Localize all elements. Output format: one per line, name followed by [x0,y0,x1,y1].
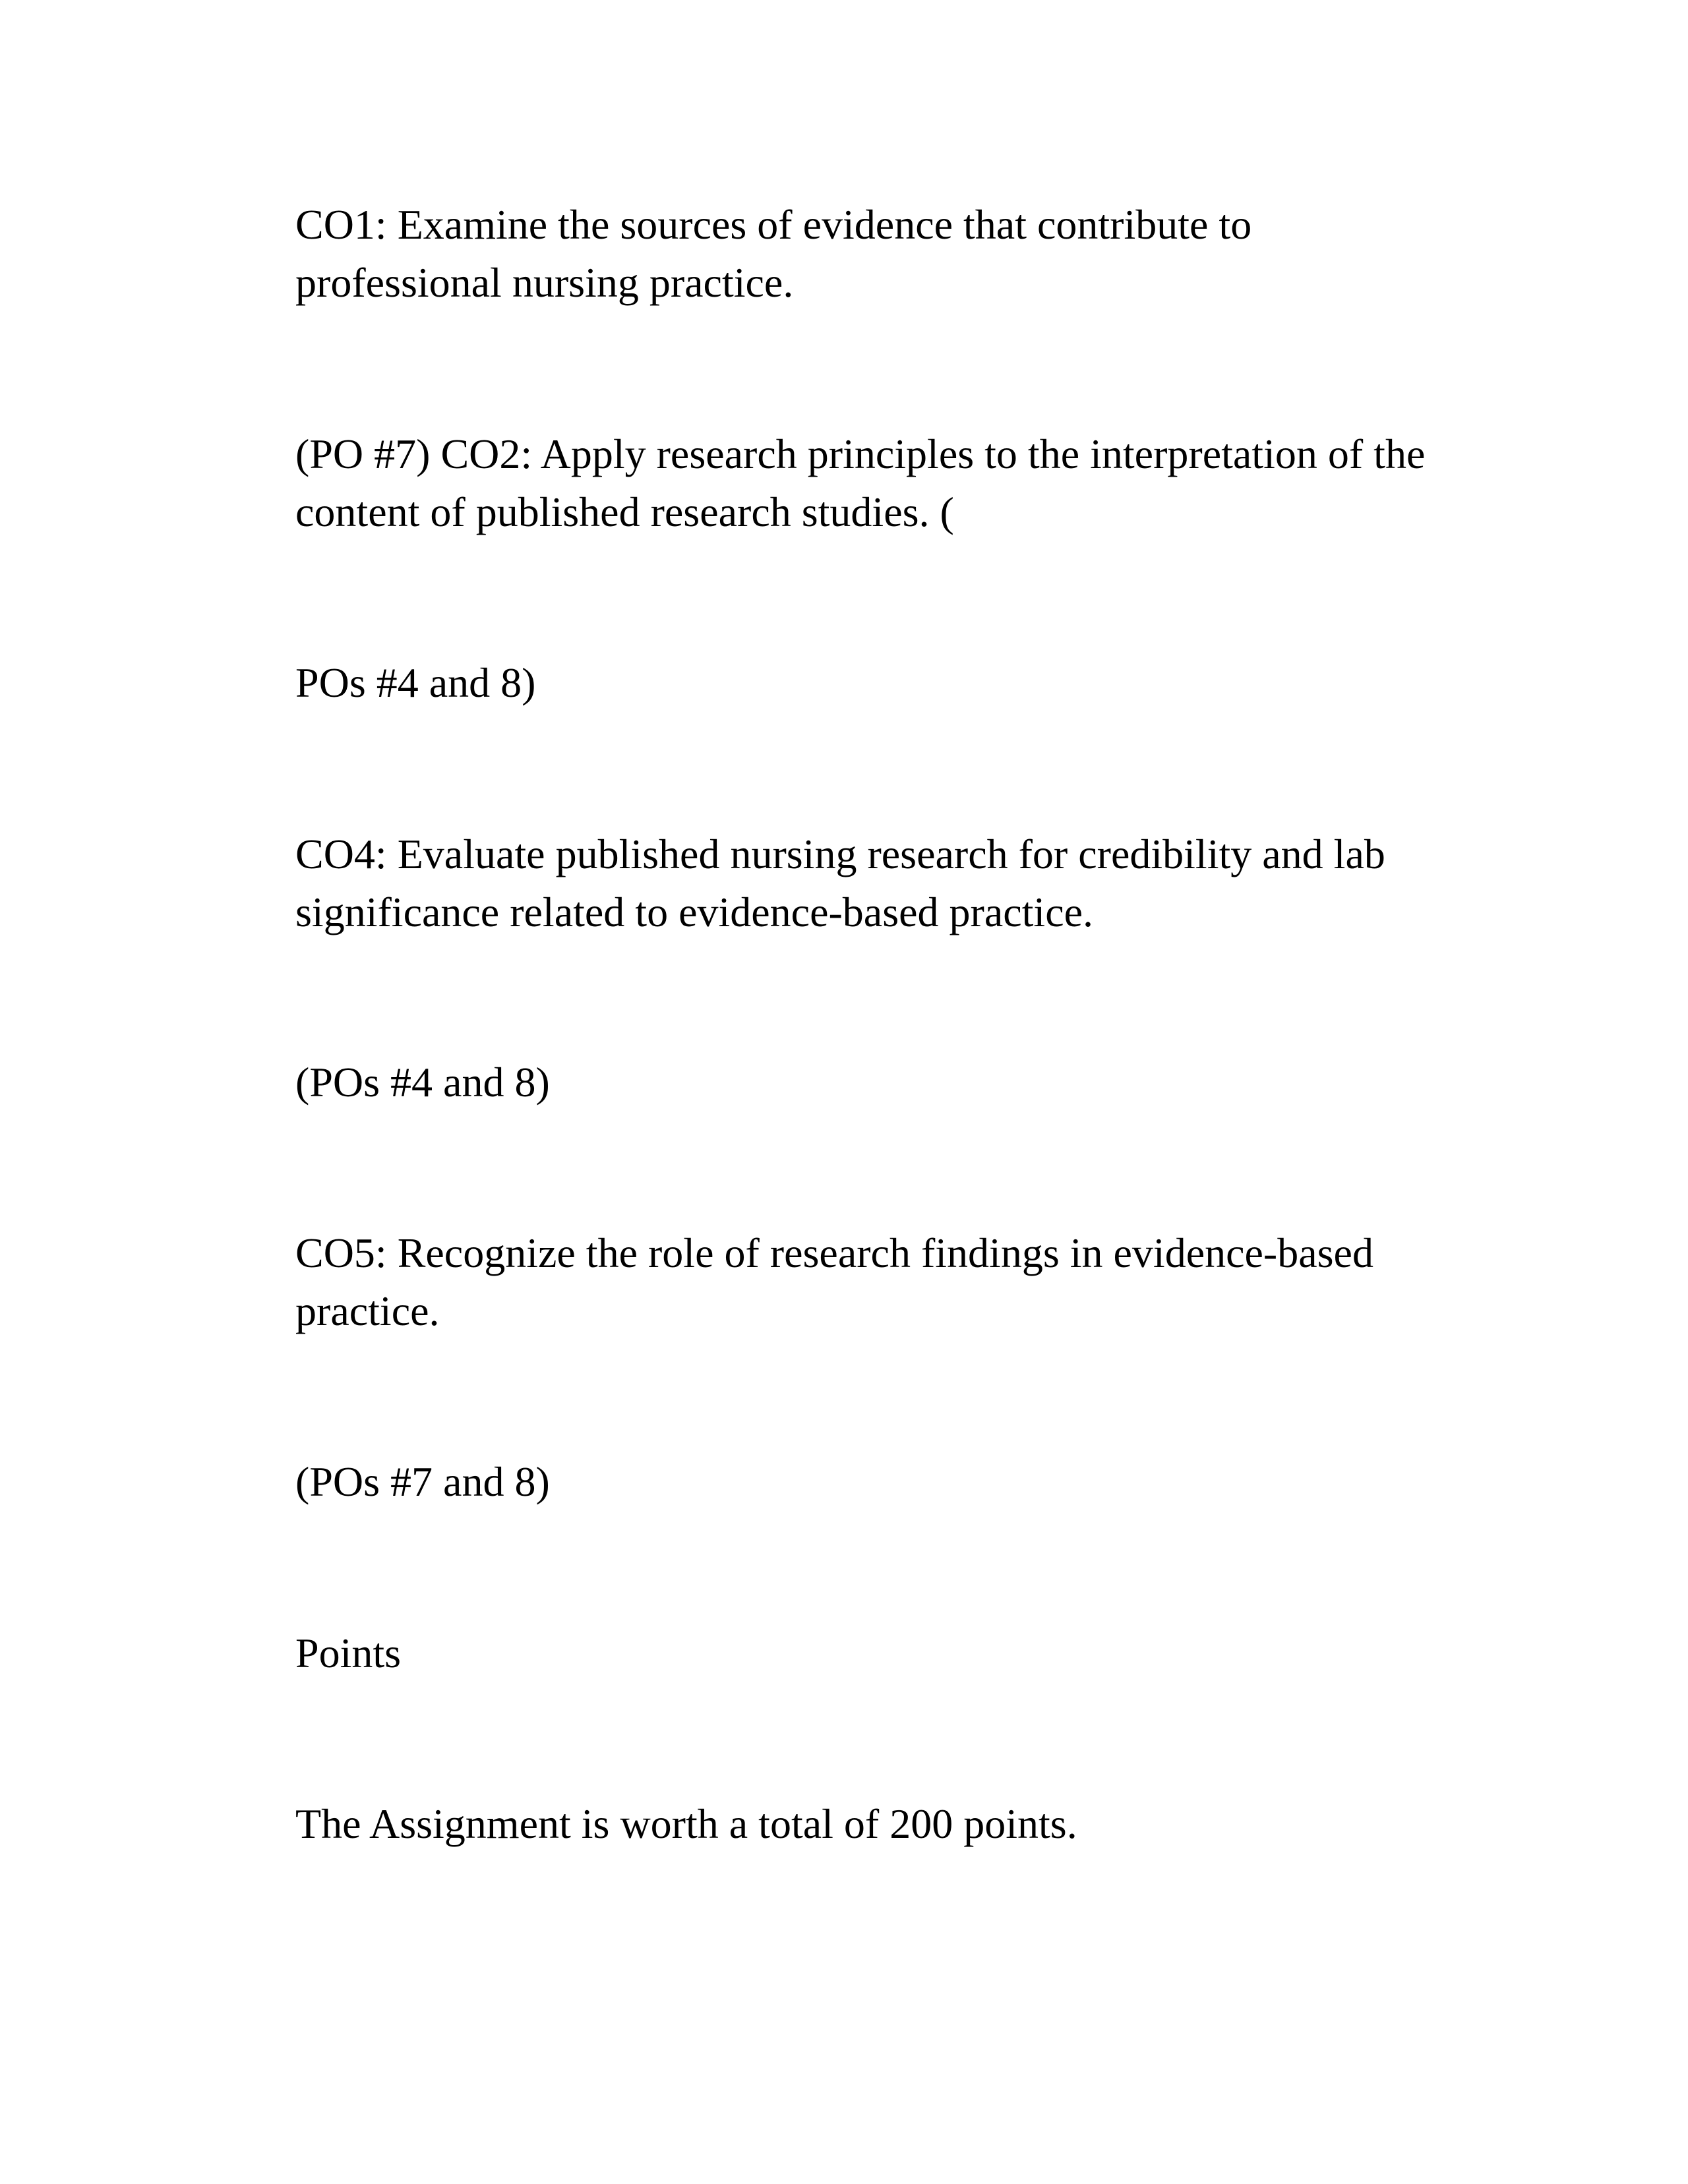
course-outcome-co2 [295,425,1495,541]
text-line: Points [295,1630,402,1676]
text-line: professional nursing practice. [295,259,794,306]
text-line: content of published research studies. ( [295,488,954,535]
text-line: significance related to evidence-based practice. [295,889,1093,935]
program-outcomes-co4 [295,1053,1495,1111]
text-line: practice. [295,1287,440,1334]
points-heading [295,1624,1495,1682]
program-outcomes-co5 [295,1453,1495,1511]
text-line: (POs #7 and 8) [295,1458,550,1505]
text-line: The Assignment is worth a total of 200 points. [295,1800,1077,1847]
text-line: (PO #7) CO2: Apply research principles to the interpretation of the [295,430,1426,477]
text-line: CO5: Recognize the role of research findings in evidence-based [295,1229,1373,1276]
program-outcomes-co2 [295,654,1495,712]
text-line: CO4: Evaluate published nursing research for credibility and lab [295,831,1385,877]
course-outcome-co1 [295,196,1495,312]
course-outcome-co5 [295,1224,1495,1340]
text-line: POs #4 and 8) [295,659,536,706]
text-line: CO1: Examine the sources of evidence that contribute to [295,201,1252,248]
points-total [295,1795,1495,1853]
text-line: (POs #4 and 8) [295,1059,550,1106]
course-outcome-co4 [295,825,1495,941]
